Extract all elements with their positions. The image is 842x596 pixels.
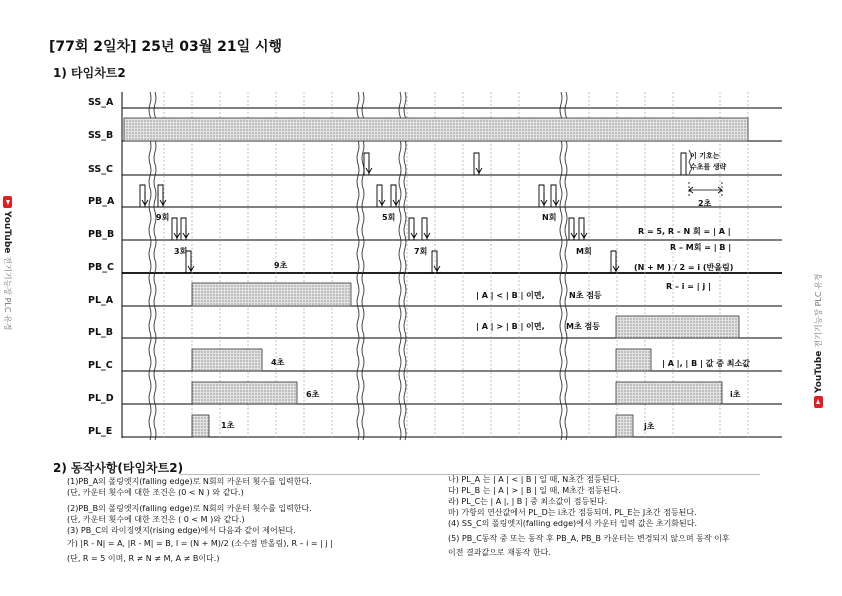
pl-e-duration-label: 1초 [221, 421, 235, 430]
pl-b-condition: | A | > | B | 이면, [476, 322, 545, 331]
operation-description-left [67, 476, 447, 564]
page-title: [77회 2일차] 25년 03월 21일 시행 [49, 39, 283, 55]
desc-line: 마) 가항의 연산값에서 PL_D는 i초간 점등되며, PL_E는 J초간 점등된다. [448, 508, 697, 517]
signal-label-pl-b: PL_B [88, 327, 114, 338]
desc-line: 가) |R - N| = A, |R - M| = B, I = (N + M)/2 (소수점 반올림), R – i = | j | [67, 539, 333, 548]
pl-a-on-block [192, 283, 351, 306]
pb-b-pulses [172, 218, 584, 240]
pl-d-duration-label: 6초 [306, 390, 320, 399]
pb-a-count-label-1: 9회 [156, 213, 170, 222]
pl-a-duration-label: 9초 [274, 261, 288, 270]
desc-line: (1)PB_A의 폴링엣지(falling edge)로 N회의 카운터 횟수를 입력한다. [67, 477, 312, 486]
signal-label-pb-b: PB_B [88, 229, 115, 240]
channel-name: 전기기능장 PLC 유경 [814, 273, 823, 348]
pl-c-on-block-1 [192, 349, 262, 371]
pb-b-count-label-3: M회 [576, 247, 592, 256]
channel-name: 전기기능장 PLC 유경 [3, 256, 12, 331]
pl-c-condition: | A |, | B | 값 중 최소값 [662, 359, 750, 368]
signal-label-pl-d: PL_D [88, 393, 114, 404]
youtube-icon [814, 396, 823, 408]
section-timing-chart-title: 1) 타임차트2 [53, 66, 126, 80]
pb-b-count-label-2: 7회 [414, 247, 428, 256]
operation-description-right [448, 474, 828, 558]
pl-b-on-block [616, 316, 739, 338]
youtube-icon [3, 196, 12, 208]
pl-e-on-block-2 [616, 415, 633, 437]
youtube-logo-text: YouTube [2, 211, 13, 254]
two-sec-label: 2초 [698, 199, 712, 208]
pl-b-condition-2: M초 점등 [566, 322, 600, 331]
pl-d-on-block-1 [192, 382, 297, 404]
desc-line: (3) PB_C의 라이징엣지(rising edge)에서 다음과 같이 제어된다. [67, 526, 296, 535]
signal-label-pl-e: PL_E [88, 426, 113, 437]
signal-label-ss-c: SS_C [88, 164, 113, 175]
pb-b-count-label-1: 3회 [174, 247, 188, 256]
equation-2: R – M회 = | B | [670, 243, 732, 252]
equation-1: R = 5, R – N 회 = | A | [638, 227, 731, 236]
signal-label-ss-a: SS_A [88, 97, 114, 108]
pl-c-duration-label: 4초 [271, 358, 285, 367]
pl-e-j-label: j초 [644, 422, 655, 431]
omission-note-2: 수초를 생략 [690, 163, 727, 171]
desc-line: 이전 결과값으로 재동작 한다. [448, 548, 551, 557]
signal-label-pb-a: PB_A [88, 196, 115, 207]
pl-e-on-block-1 [192, 415, 209, 437]
desc-line: (단, 카운터 횟수에 대한 조건은 (0 < N ) 와 같다.) [67, 488, 244, 497]
signal-label-ss-b: SS_B [88, 130, 114, 141]
desc-line: (5) PB_C동작 중 또는 동작 후 PB_A, PB_B 카운터는 변경되지 않으며 동작 이후 [448, 534, 730, 543]
desc-line: (4) SS_C의 폴링엣지(falling edge)에서 카운터 입력 값은 초기화된다. [448, 519, 698, 528]
signal-label-pl-a: PL_A [88, 295, 114, 306]
youtube-logo-text: YouTube [813, 350, 824, 393]
desc-line: 나) PL_A 는 | A | < | B | 일 때, N초간 점등된다. [448, 475, 620, 484]
desc-line: 다) PL_B 는 | A | > | B | 일 때, M초간 점등된다. [448, 486, 621, 495]
desc-line: (단, R = 5 이며, R ≠ N ≠ M, A ≠ B이다.) [67, 554, 220, 563]
ss-b-on-block [124, 118, 748, 141]
equation-4: R – i = | j | [666, 282, 711, 291]
pl-a-condition: | A | < | B | 이면, [476, 291, 545, 300]
desc-line: (단, 카운터 횟수에 대한 조건은 ( 0 < M )와 같다.) [67, 515, 245, 524]
omission-note-1: 이 기호는 [690, 152, 720, 160]
desc-line: (2)PB_B의 폴링엣지(falling edge)로 N회의 카운터 횟수를 입력한다. [67, 504, 312, 513]
pl-a-condition-2: N초 점등 [569, 291, 602, 300]
pl-d-i-label: i초 [730, 390, 741, 399]
signal-label-pb-c: PB_C [88, 262, 114, 273]
section-operation-title: 2) 동작사항(타임차트2) [53, 461, 184, 475]
pl-d-on-block-2 [616, 382, 722, 404]
two-sec-dimension [689, 182, 722, 196]
pb-a-count-label-3: N회 [542, 213, 557, 222]
pb-a-pulses [140, 185, 556, 207]
desc-line: 라) PL_C는 | A |, | B | 중 최소값이 점등된다. [448, 497, 608, 506]
pb-a-count-label-2: 5회 [382, 213, 396, 222]
ss-c-pulses [364, 153, 686, 175]
signal-label-pl-c: PL_C [88, 360, 113, 371]
pl-c-on-block-2 [616, 349, 651, 371]
equation-3: (N + M ) / 2 = i (반올림) [634, 263, 734, 272]
